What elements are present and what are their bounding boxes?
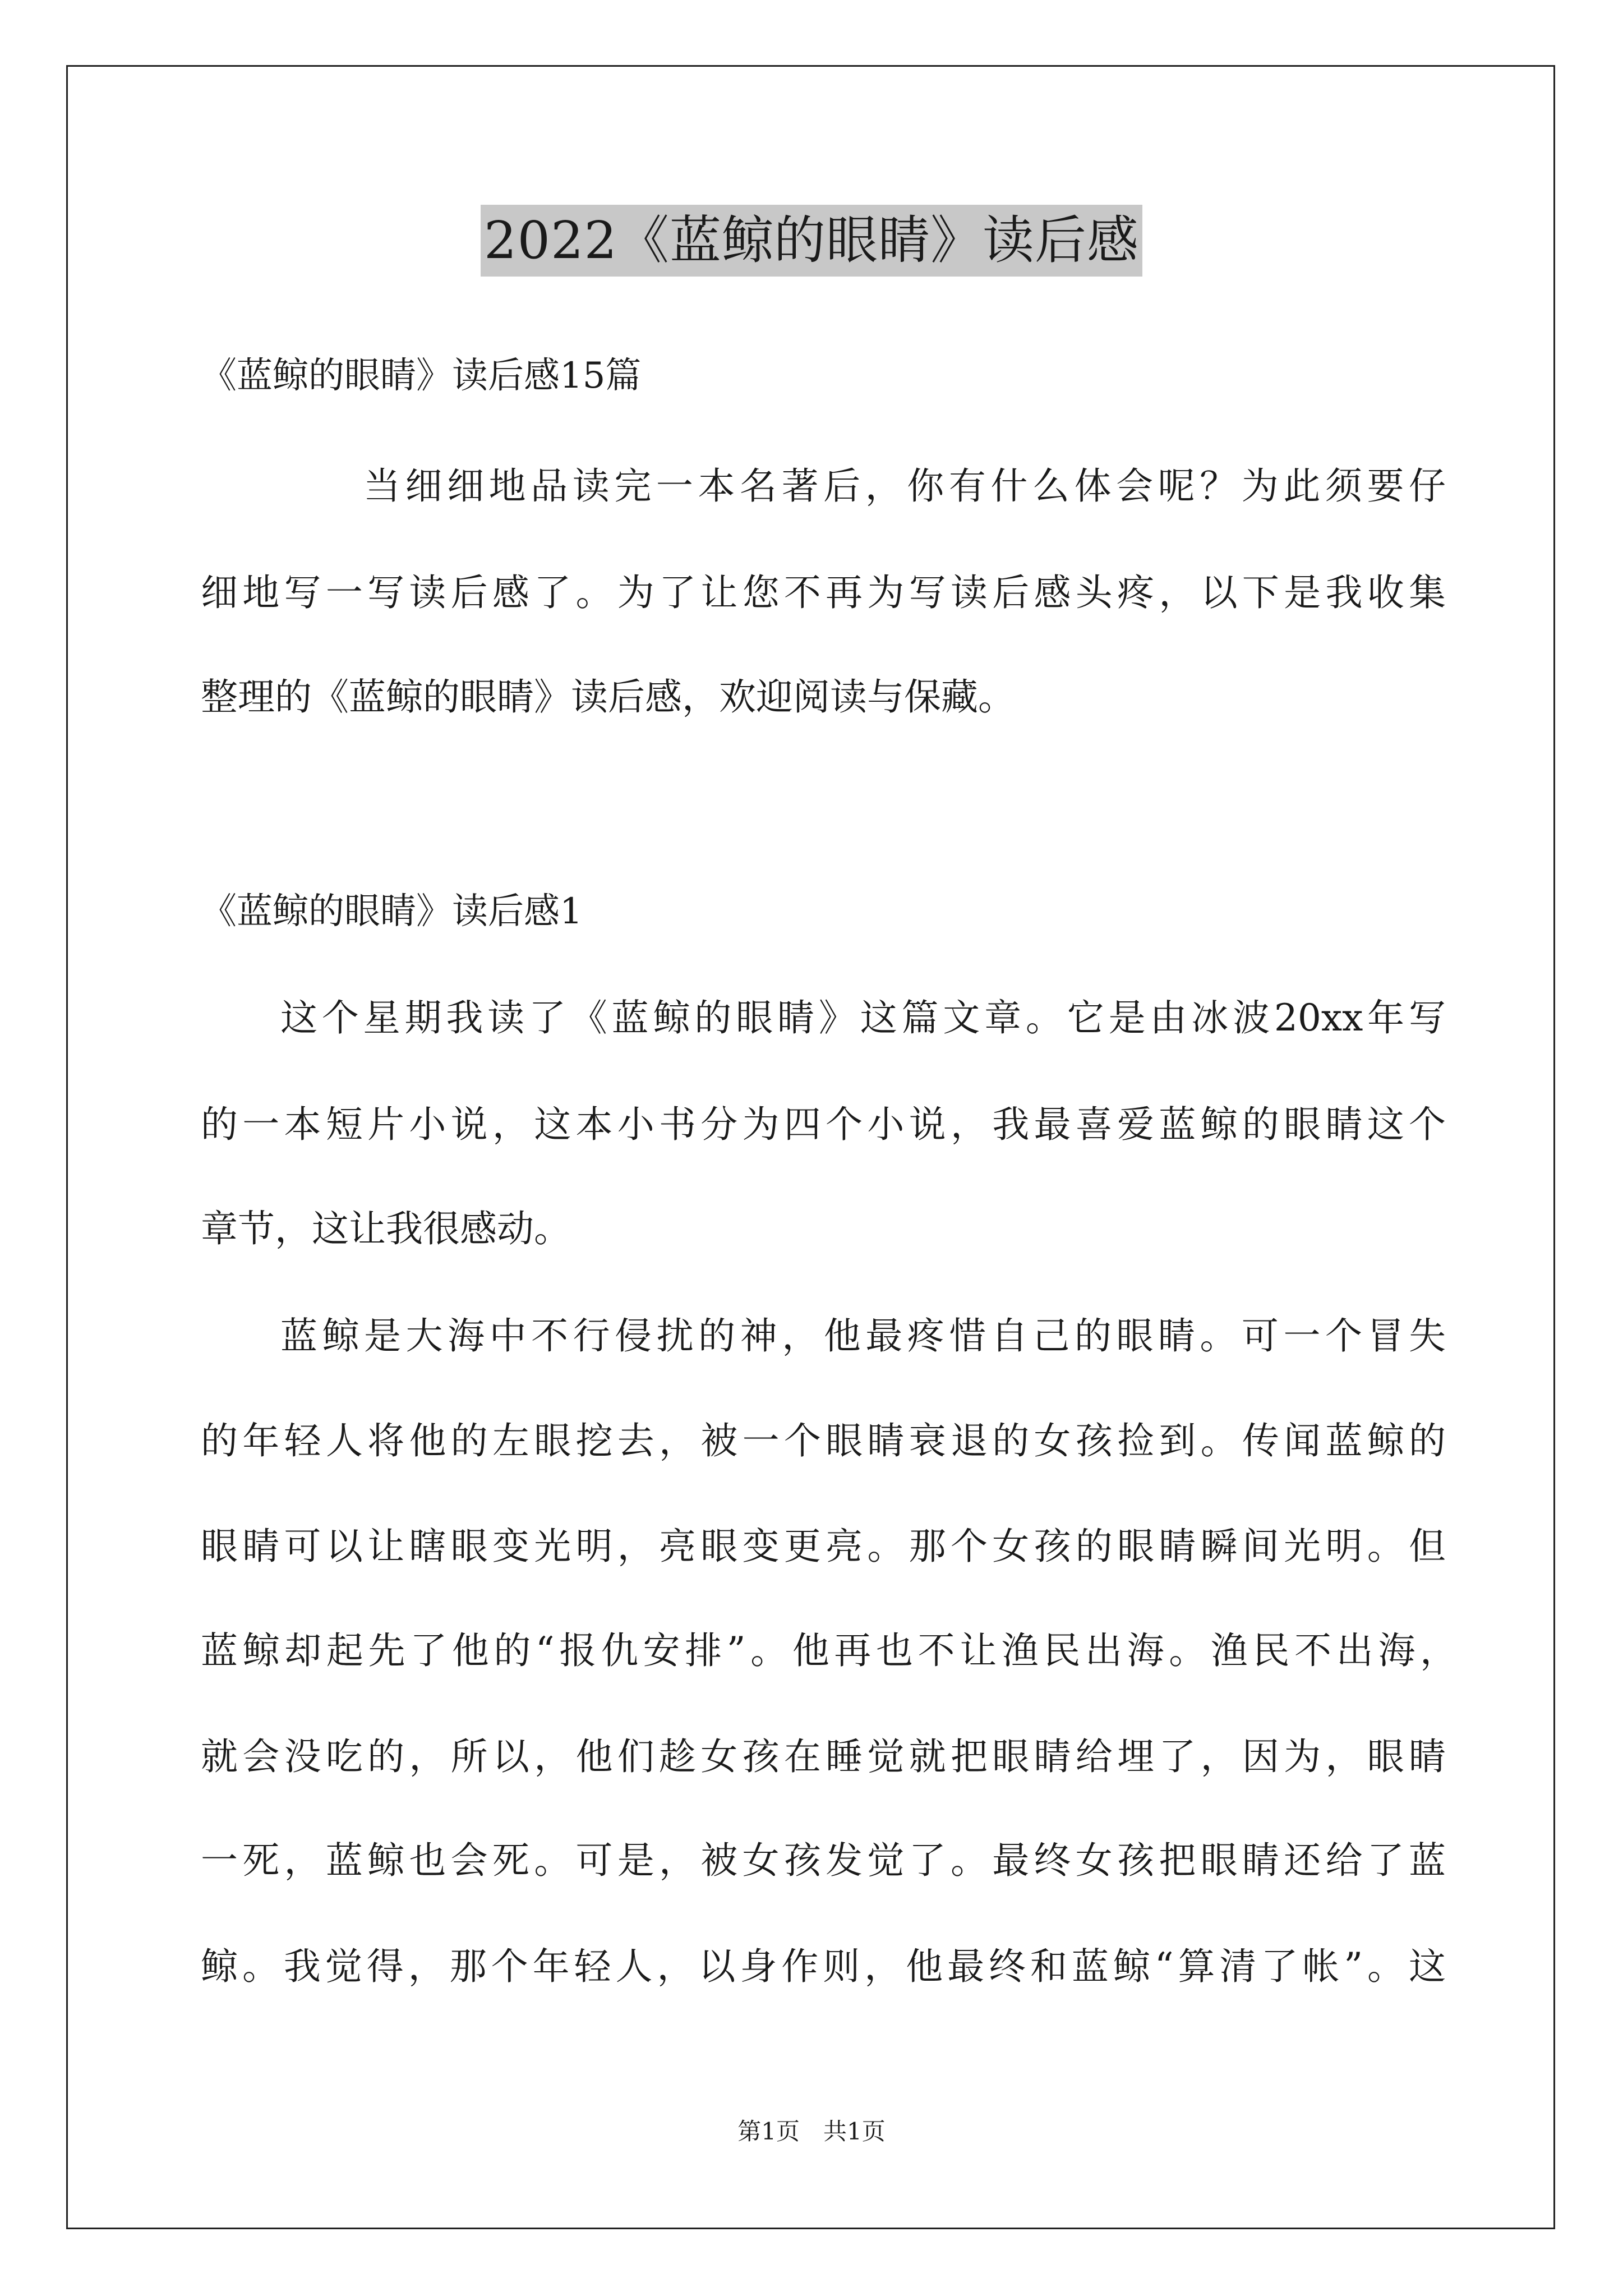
paragraph1-line-1: 这个星期我读了《蓝鲸的眼睛》这篇文章。它是由冰波20xx年写 — [280, 996, 1446, 1039]
paragraph2-line-3: 眼睛可以让瞎眼变光明，亮眼变更亮。那个女孩的眼睛瞬间光明。但 — [201, 1525, 1446, 1568]
paragraph2-line-5: 就会没吃的，所以，他们趁女孩在睡觉就把眼睛给埋了，因为，眼睛 — [201, 1735, 1446, 1778]
page-footer: 第1页 共1页 — [737, 2118, 886, 2145]
intro-line-1: 当细细地品读完一本名著后，你有什么体会呢？为此须要仔 — [363, 464, 1446, 508]
title-container — [0, 205, 1623, 277]
intro-line-2: 细地写一写读后感了。为了让您不再为写读后感头疼，以下是我收集 — [201, 571, 1446, 614]
paragraph1-line-2: 的一本短片小说，这本小书分为四个小说，我最喜爱蓝鲸的眼睛这个 — [201, 1103, 1446, 1146]
paragraph2-line-4: 蓝鲸却起先了他的“报仇安排”。他再也不让渔民出海。渔民不出海， — [201, 1629, 1457, 1672]
section-heading: 《蓝鲸的眼睛》读后感1 — [201, 891, 583, 932]
intro-line-3: 整理的《蓝鲸的眼睛》读后感，欢迎阅读与保藏。 — [201, 675, 1015, 719]
paragraph2-line-2: 的年轻人将他的左眼挖去，被一个眼睛衰退的女孩捡到。传闻蓝鲸的 — [201, 1419, 1446, 1462]
document-title: 2022《蓝鲸的眼睛》读后感 — [481, 205, 1142, 277]
paragraph1-line-3: 章节，这让我很感动。 — [201, 1207, 571, 1250]
paragraph2-line-7: 鲸。我觉得，那个年轻人，以身作则，他最终和蓝鲸“算清了帐”。这 — [201, 1945, 1446, 1988]
paragraph2-line-6: 一死，蓝鲸也会死。可是，被女孩发觉了。最终女孩把眼睛还给了蓝 — [201, 1839, 1446, 1882]
document-subtitle: 《蓝鲸的眼睛》读后感15篇 — [201, 355, 642, 397]
paragraph2-line-1: 蓝鲸是大海中不行侵扰的神，他最疼惜自己的眼睛。可一个冒失 — [280, 1314, 1446, 1358]
